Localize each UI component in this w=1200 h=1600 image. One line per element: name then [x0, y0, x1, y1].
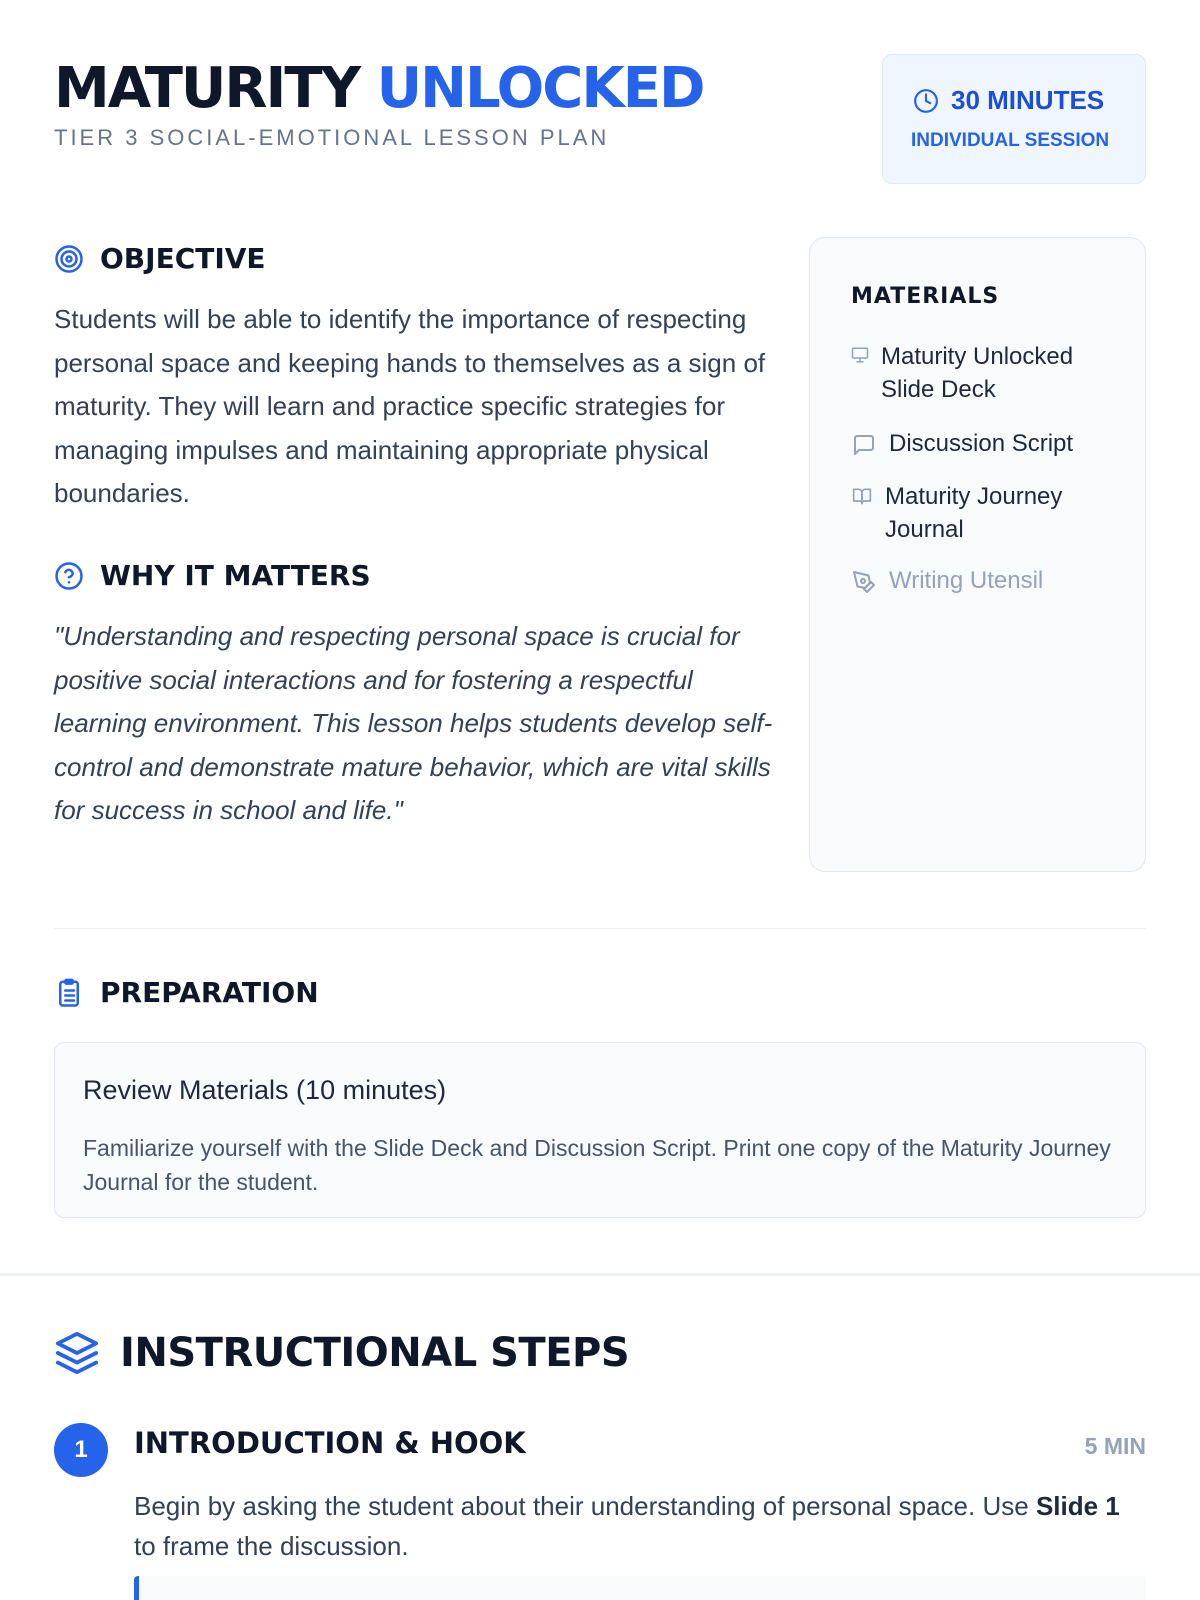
step-callout [134, 1576, 1146, 1600]
title-accent: UNLOCKED [376, 56, 704, 121]
material-label: Discussion Script [889, 430, 1074, 457]
preparation-card [54, 1042, 1146, 1218]
page-subtitle: TIER 3 SOCIAL-EMOTIONAL LESSON PLAN [54, 125, 610, 150]
materials-title: MATERIALS [851, 284, 1000, 309]
objective-title: OBJECTIVE [100, 242, 266, 275]
materials-panel [809, 237, 1146, 872]
material-label: Maturity Unlocked Slide Deck [881, 343, 1074, 403]
title-main: MATURITY [54, 56, 360, 121]
preparation-card-text: Familiarize yourself with the Slide Deck and Discussion Script. Print one copy of the Maturity Journey Journal for the student. [83, 1135, 1111, 1195]
page-title [54, 56, 703, 121]
step-number-badge: 1 [54, 1423, 108, 1477]
target-icon [54, 244, 84, 274]
preparation-card-title: Review Materials (10 minutes) [83, 1075, 447, 1105]
clock-icon [913, 88, 939, 114]
section-divider [0, 1273, 1200, 1276]
material-item [851, 340, 1111, 406]
preparation-heading [54, 976, 319, 1009]
pen-tool-icon [851, 570, 877, 594]
material-item [851, 480, 1111, 546]
lesson-header [54, 52, 1146, 188]
session-type-label: INDIVIDUAL SESSION [911, 130, 1110, 151]
material-item [851, 427, 1121, 460]
material-label: Maturity Journey Journal [885, 483, 1063, 543]
preparation-title: PREPARATION [100, 976, 319, 1009]
material-label: Writing Utensil [889, 567, 1044, 594]
why-quote: "Understanding and respecting personal space is crucial for positive social interactions and for fostering a respectful learning environment. This lesson helps students develop self-control and demonstrate mature behavior, which are vital skills for success in school and life." [54, 621, 773, 825]
duration-badge [882, 54, 1146, 184]
section-divider [54, 928, 1146, 929]
clipboard-list-icon [54, 977, 84, 1009]
step-duration: 5 MIN [1084, 1433, 1146, 1459]
book-open-icon [851, 486, 873, 506]
layers-icon [54, 1330, 100, 1376]
message-square-icon [851, 433, 877, 457]
step-description: Begin by asking the student about their understanding of personal space. Use Slide 1 to frame the discussion. [134, 1491, 1120, 1561]
why-title: WHY IT MATTERS [100, 559, 371, 592]
steps-heading [54, 1330, 629, 1376]
duration-label: 30 MINUTES [951, 85, 1105, 115]
why-heading [54, 559, 371, 592]
presentation-icon [851, 346, 869, 364]
question-circle-icon [54, 561, 84, 591]
steps-title: INSTRUCTIONAL STEPS [120, 1330, 630, 1376]
step-title: INTRODUCTION & HOOK [134, 1426, 526, 1460]
objective-text: Students will be able to identify the importance of respecting personal space and keeping hands to themselves as a sign of maturity. They will learn and practice specific strategies for managing impulses and maintaining appropriate physical boundaries. [54, 304, 766, 508]
objective-heading [54, 242, 266, 275]
material-item [851, 564, 1121, 597]
